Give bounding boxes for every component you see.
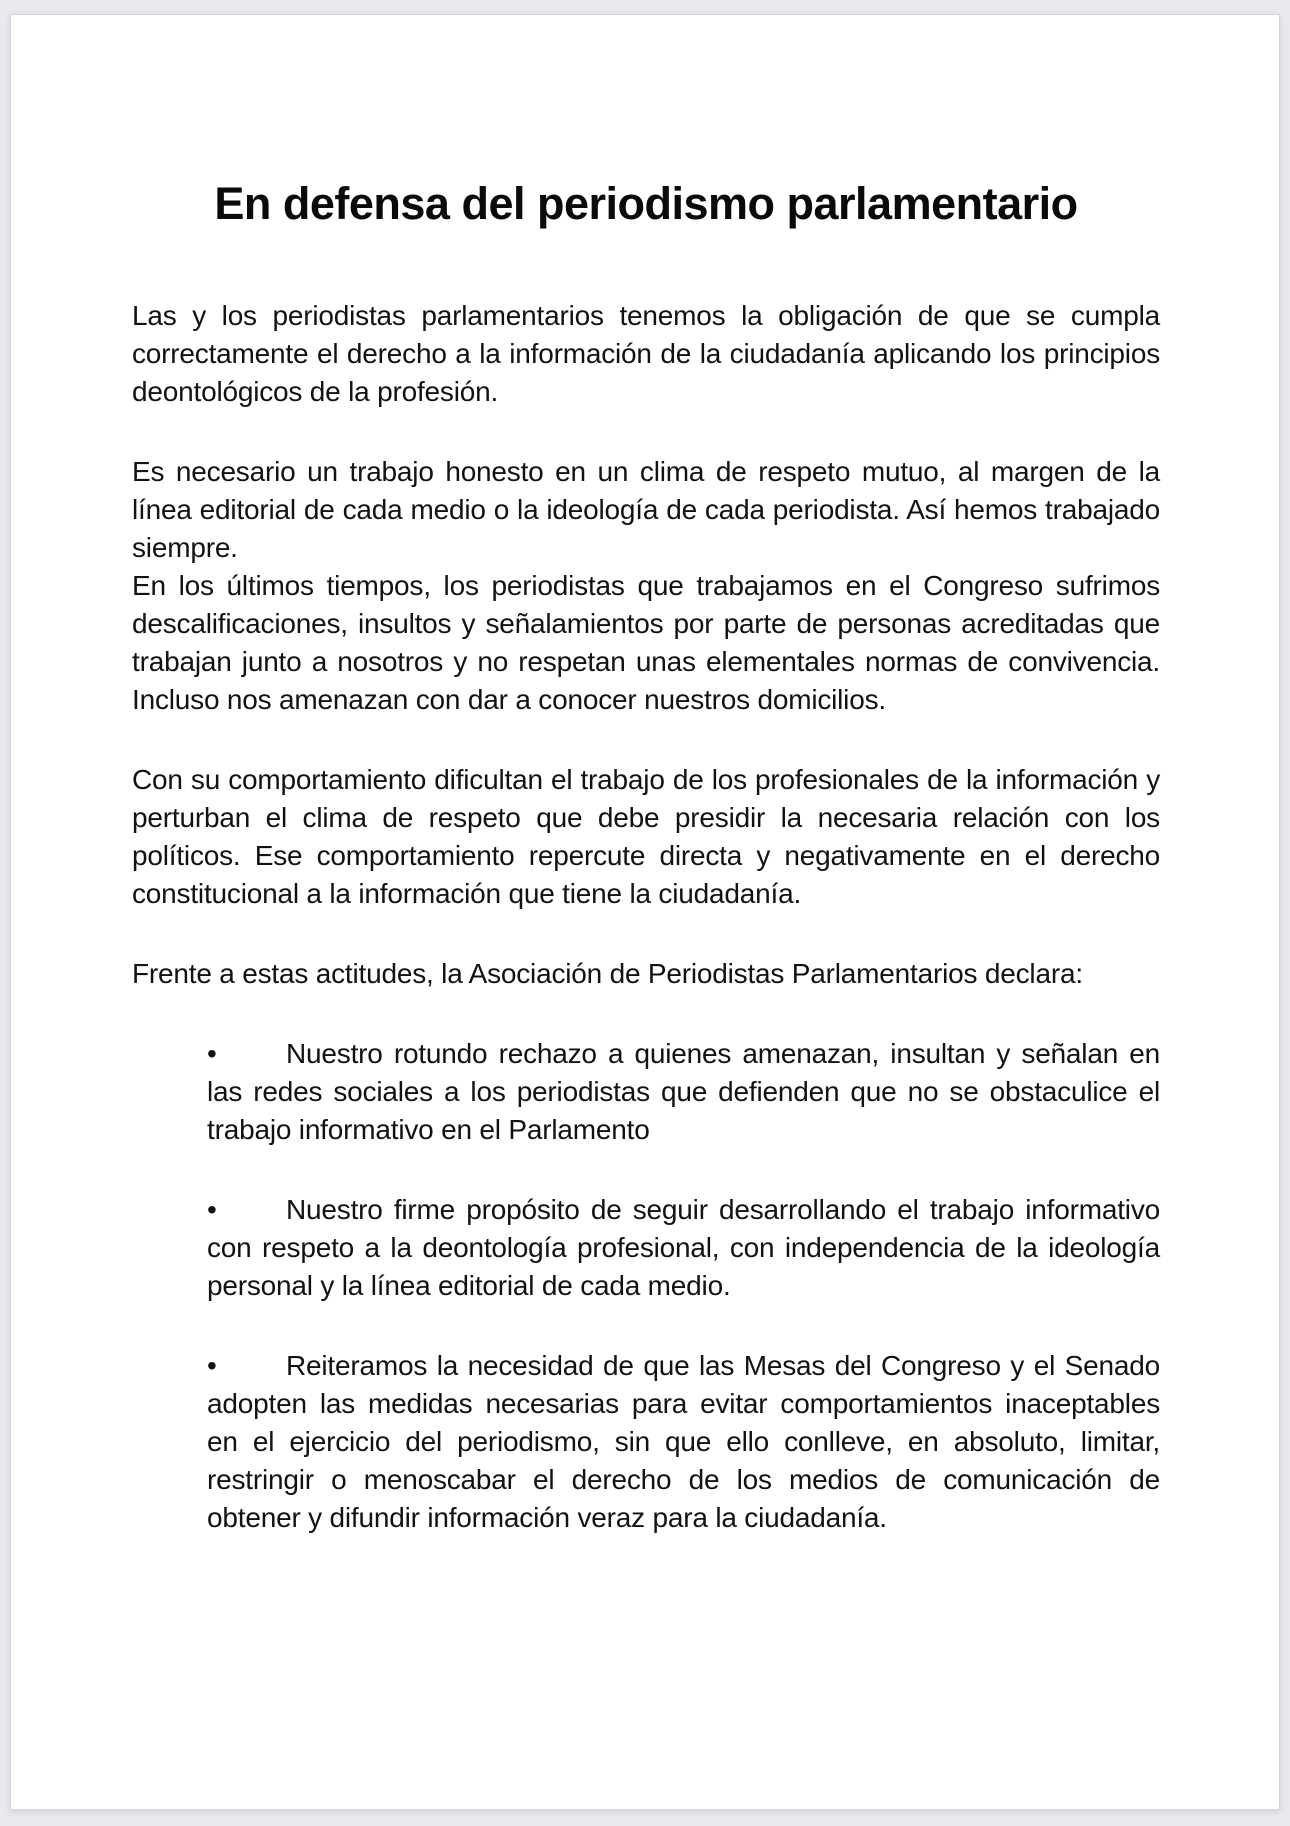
paragraph-association-declares: Frente a estas actitudes, la Asociación de Periodistas Parlamentarios declara:	[132, 958, 1083, 989]
paragraph-recent-times: En los últimos tiempos, los periodistas que trabajamos en el Congreso sufrimos descalificaciones, insultos y señalamientos por parte de personas acreditadas que trabajan junto a nosotros y no respetan unas elementales normas de convivencia. Incluso nos amenazan con dar a conocer nuestros domicilios.	[132, 570, 1160, 715]
paragraph-honest-work: Es necesario un trabajo honesto en un clima de respeto mutuo, al margen de la línea editorial de cada medio o la ideología de cada periodista. Así hemos trabajado siempre.	[132, 456, 1160, 563]
bullet-text-rejection: Nuestro rotundo rechazo a quienes amenazan, insultan y señalan en las redes sociales a los periodistas que defienden que no se obstaculice el trabajo informativo en el Parlamento	[207, 1038, 1160, 1145]
paragraph-obligation: Las y los periodistas parlamentarios tenemos la obligación de que se cumpla correctamente el derecho a la información de la ciudadanía aplicando los principios deontológicos de la profesión.	[132, 300, 1160, 407]
document-title: En defensa del periodismo parlamentario	[214, 178, 1078, 229]
bullet-text-measures: Reiteramos la necesidad de que las Mesas del Congreso y el Senado adopten las medidas necesarias para evitar comportamientos inaceptables en el ejercicio del periodismo, sin que ello conlleve, en absoluto, limitar, restringir o menoscabar el derecho de los medios de comunicación de obtener y difundir información veraz para la ciudadanía.	[207, 1350, 1160, 1533]
paragraph-behaviour-impact: Con su comportamiento dificultan el trabajo de los profesionales de la información y perturban el clima de respeto que debe presidir la necesaria relación con los políticos. Ese comportamiento repercute directa y negativamente en el derecho constitucional a la información que tiene la ciudadanía.	[132, 764, 1160, 909]
declaration-bullet-list	[132, 1035, 1160, 1537]
bullet-item-purpose	[207, 1191, 1160, 1305]
bullet-dot-icon: •	[207, 1194, 217, 1225]
bullet-dot-icon: •	[207, 1038, 217, 1069]
bullet-dot-icon: •	[207, 1350, 217, 1381]
bullet-text-purpose: Nuestro firme propósito de seguir desarrollando el trabajo informativo con respeto a la deontología profesional, con independencia de la ideología personal y la línea editorial de cada medio.	[207, 1194, 1160, 1301]
bullet-item-rejection	[207, 1035, 1160, 1149]
document-page	[10, 14, 1280, 1810]
bullet-item-measures	[207, 1347, 1160, 1537]
